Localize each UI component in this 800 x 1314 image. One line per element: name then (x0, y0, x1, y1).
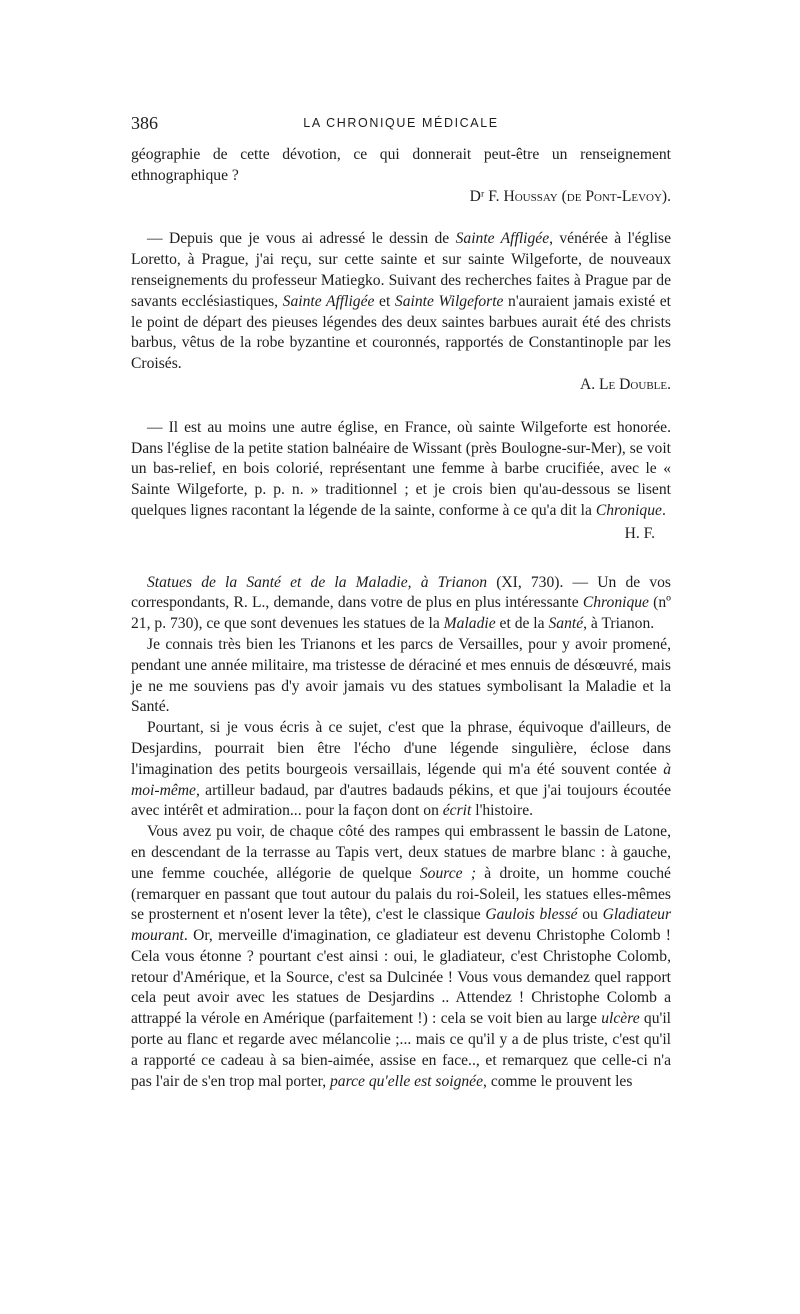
para4-seg4: . Or, merveille d'imagination, ce gladiateur est devenu Christophe Colomb ! Cela vous étonne ? pourtant c'est ainsi : oui, le gladiateur, c'est Christophe Colomb, retour d'Amérique, et la Source, c'est sa Dulcinée ! Vous vous demandez quel rapport cela peut avoir avec les statues de Desjardins .. Attendez ! Christophe Colomb a attrappé la vérole en Amérique (parfaitement !) : cela se voit bien au large (131, 927, 671, 1028)
letter3-italic1: Chronique (595, 501, 662, 519)
para3-seg2: , artilleur badaud, par d'autres badauds pékins, et que j'ai toujours écoutée avec intérêt et admiration... pour la façon dont on (131, 781, 671, 820)
letter3-signature-text: H. F. (624, 524, 655, 542)
letter2-seg2: , vénérée à l'église Loretto, à Prague, j'ai reçu, sur cette sainte et sur sainte Wilgeforte, de nouveaux renseignements du professeur Matiegko. Suivant des recherches faites à Prague par de savants ecclésiastiques, (131, 230, 671, 310)
para4-italic4: ulcère (601, 1010, 640, 1028)
letter2-signature (131, 375, 671, 396)
para3-italic1: à moi-même (131, 760, 671, 799)
section-paragraph-3 (131, 718, 671, 822)
letter3-signature (131, 524, 671, 545)
letter2-seg3: et (374, 292, 395, 310)
letter1-text: géographie de cette dévotion, ce qui donnerait peut-être un renseignement ethnographique ? (131, 146, 671, 184)
spacer (131, 396, 671, 418)
para4-seg2: à droite, un homme couché (remarquer en passant que tout autour du palais du roi-Soleil, les statues elles-mêmes se prosternent et n'osent lever la tête), c'est le classique (131, 864, 671, 924)
page-header (131, 113, 671, 137)
letter3-seg2: . (661, 501, 666, 519)
section-italic3: Santé (548, 615, 584, 633)
section-italic1: Chronique (582, 594, 649, 612)
section-seg2: (nº 21, p. 730), ce que sont devenues les statues de la (131, 594, 671, 633)
para4-seg3: ou (577, 906, 603, 924)
spacer (131, 545, 671, 573)
para4-seg1: Vous avez pu voir, de chaque côté des rampes qui embrassent le bassin de Latone, en descendant de la terrasse au Tapis vert, deux statues de marbre blanc : à gauche, une femme couchée, allégorie de quelque (131, 823, 671, 882)
para4-seg5: qu'il porte au flanc et regarde avec mélancolie ;... mais ce qu'il y a de plus triste, c'est qu'il a rapporté ce cadeau à sa bien-aimée, assise en face.., et remarquez que celle-ci n'a pas l'air de s'en trop mal porter, (131, 1010, 672, 1090)
para4-italic3: Gladiateur mourant (131, 906, 672, 945)
para4-italic1: Source ; (419, 864, 477, 882)
letter2-seg4: n'auraient jamais existé et le point de départ des pieuses légendes des deux saintes barbues aurait été des christs barbus, vêtus de la robe byzantine et couronnés, rapportés de Constantinople par les Croisés. (131, 292, 671, 373)
page-body (131, 145, 671, 1092)
para3-seg3: l'histoire. (471, 802, 534, 820)
running-title: LA CHRONIQUE MÉDICALE (303, 116, 499, 130)
para4-seg6: , comme le prouvent les (483, 1072, 633, 1090)
para4-italic2: Gaulois blessé (485, 906, 578, 924)
letter2-italic1: Sainte Affligée (455, 230, 550, 248)
para3-seg1: Pourtant, si je vous écris à ce sujet, c'est que la phrase, équivoque d'ailleurs, de Desjardins, pourrait bien être l'écho d'une légende singulière, éclose dans l'imagination des petits bourgeois versaillais, légende qui m'a été souvent contée (131, 719, 671, 778)
letter3-seg1: — Il est au moins une autre église, en France, où sainte Wilgeforte est honorée. Dans l'église de la petite station balnéaire de Wissant (près Boulogne-sur-Mer), se voit un bas-relief, en bois colorié, représentant une femme à barbe crucifiée, avec le « Sainte Wilgeforte, p. p. n. » traditionnel ; et je crois bien qu'au-dessous se lisent quelques lignes racontant la légende de la sainte, conforme à ce qu'a dit la (131, 418, 671, 519)
page-number: 386 (131, 113, 158, 133)
letter3-text (131, 418, 671, 522)
section-heading-paragraph (131, 573, 671, 635)
letter2-text (131, 229, 671, 375)
letter2-seg1: — Depuis que je vous ai adressé le dessin de (147, 230, 456, 248)
section-title: Statues de la Santé et de la Maladie, à Trianon (147, 573, 488, 591)
para4-italic5: parce qu'elle est soignée (330, 1072, 484, 1090)
letter1-signature-text: Dʳ F. Houssay (de Pont-Levoy). (469, 187, 671, 205)
section-paragraph-4 (131, 822, 671, 1092)
letter1-signature (131, 187, 671, 208)
section-seg3: et de la (495, 615, 549, 633)
section-paragraph-2: Je connais très bien les Trianons et les parcs de Versailles, pour y avoir promené, pendant une année militaire, ma tristesse de déraciné et mes ennuis de désœuvré, mais je ne me souviens pas d'y avoir jamais vu des statues symbolisant la Maladie et la Santé. (131, 635, 671, 716)
letter2-signature-text: A. Le Double. (579, 375, 671, 393)
spacer (131, 207, 671, 229)
letter2-italic3: Sainte Wilgeforte (394, 292, 504, 310)
letter2-italic2: Sainte Affligée (282, 292, 375, 310)
section-italic2: Maladie (443, 615, 496, 633)
section-seg4: , à Trianon. (583, 615, 655, 633)
section-seg1: (XI, 730). — Un de vos correspondants, R. L., demande, dans votre de plus en plus intéressante (131, 573, 671, 612)
para3-italic2: écrit (442, 802, 472, 820)
